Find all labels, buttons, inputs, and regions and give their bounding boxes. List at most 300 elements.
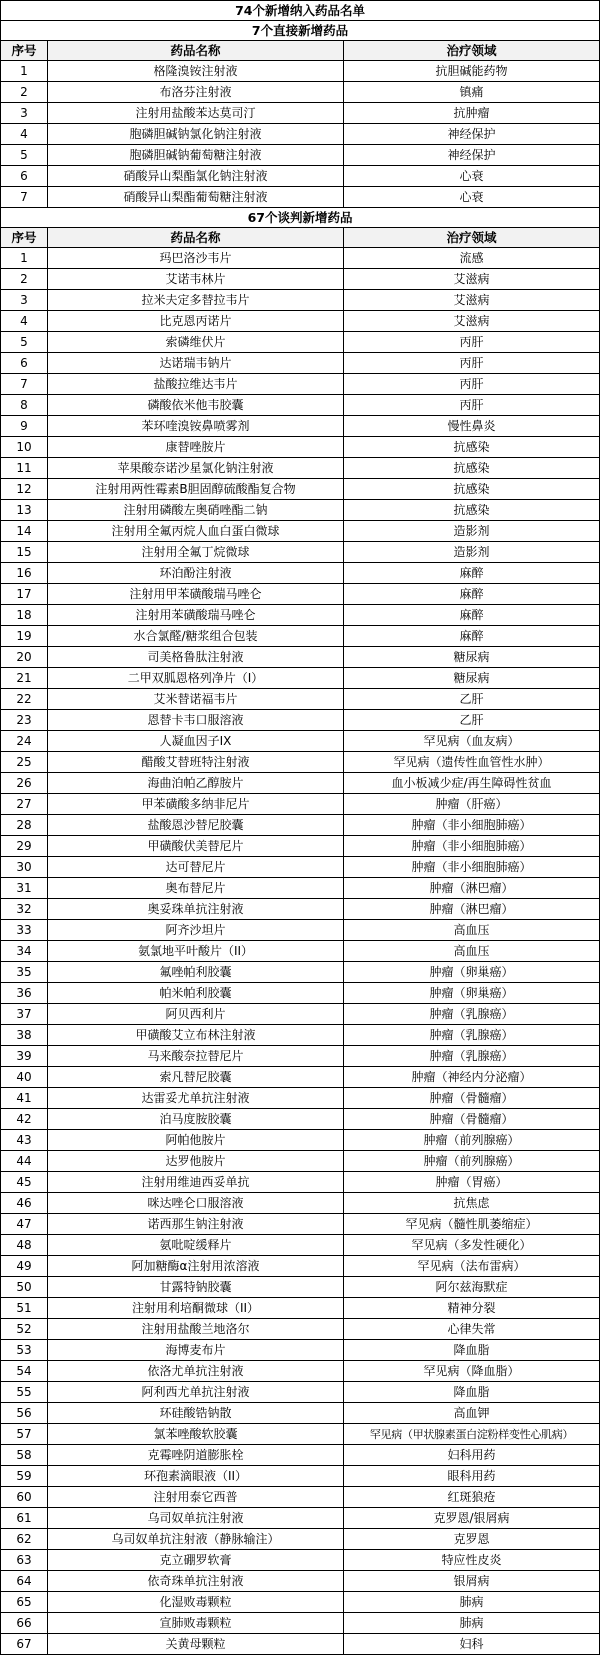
section2-heading-row	[1, 208, 600, 228]
row-number: 50	[1, 1277, 48, 1298]
therapeutic-area: 红斑狼疮	[344, 1487, 600, 1508]
table-title: 74个新增纳入药品名单	[1, 1, 600, 21]
row-number: 21	[1, 668, 48, 689]
table-row	[1, 605, 600, 626]
therapeutic-area: 镇痛	[344, 82, 600, 103]
row-number: 67	[1, 1634, 48, 1655]
row-number: 3	[1, 290, 48, 311]
therapeutic-area: 肿瘤（胃癌）	[344, 1172, 600, 1193]
row-number: 45	[1, 1172, 48, 1193]
table-row	[1, 752, 600, 773]
section2-heading: 67个谈判新增药品	[1, 208, 600, 228]
row-number: 41	[1, 1088, 48, 1109]
drug-name: 格隆溴铵注射液	[48, 61, 344, 82]
row-number: 34	[1, 941, 48, 962]
therapeutic-area: 妇科用药	[344, 1445, 600, 1466]
table-row	[1, 1340, 600, 1361]
drug-name: 硝酸异山梨酯葡萄糖注射液	[48, 187, 344, 208]
row-number: 5	[1, 145, 48, 166]
therapeutic-area: 罕见病（髓性肌萎缩症）	[344, 1214, 600, 1235]
column-header-number: 序号	[1, 228, 48, 248]
row-number: 17	[1, 584, 48, 605]
row-number: 35	[1, 962, 48, 983]
therapeutic-area: 特应性皮炎	[344, 1550, 600, 1571]
drug-name: 达雷妥尤单抗注射液	[48, 1088, 344, 1109]
table-row	[1, 1361, 600, 1382]
drug-name: 马来酸奈拉替尼片	[48, 1046, 344, 1067]
row-number: 63	[1, 1550, 48, 1571]
table-row	[1, 899, 600, 920]
row-number: 52	[1, 1319, 48, 1340]
row-number: 51	[1, 1298, 48, 1319]
row-number: 7	[1, 374, 48, 395]
drug-name: 注射用维迪西妥单抗	[48, 1172, 344, 1193]
drug-name: 克霉唑阴道膨胀栓	[48, 1445, 344, 1466]
drug-name: 咪达唑仑口服溶液	[48, 1193, 344, 1214]
row-number: 47	[1, 1214, 48, 1235]
drug-name: 阿帕他胺片	[48, 1130, 344, 1151]
therapeutic-area: 流感	[344, 248, 600, 269]
table-row	[1, 458, 600, 479]
table-row	[1, 794, 600, 815]
table-row	[1, 124, 600, 145]
row-number: 36	[1, 983, 48, 1004]
table-row	[1, 563, 600, 584]
therapeutic-area: 罕见病（血友病）	[344, 731, 600, 752]
row-number: 57	[1, 1424, 48, 1445]
drug-name: 达可替尼片	[48, 857, 344, 878]
therapeutic-area: 艾滋病	[344, 311, 600, 332]
drug-name: 磷酸依米他韦胶囊	[48, 395, 344, 416]
drug-name: 环泊酚注射液	[48, 563, 344, 584]
table-row	[1, 983, 600, 1004]
therapeutic-area: 肿瘤（神经内分泌瘤）	[344, 1067, 600, 1088]
table-row	[1, 1004, 600, 1025]
table-row	[1, 311, 600, 332]
drug-name: 康替唑胺片	[48, 437, 344, 458]
table-row	[1, 962, 600, 983]
table-row	[1, 145, 600, 166]
table-row	[1, 479, 600, 500]
drug-name: 氯苯唑酸软胶囊	[48, 1424, 344, 1445]
therapeutic-area: 罕见病（法布雷病）	[344, 1256, 600, 1277]
therapeutic-area: 抗感染	[344, 479, 600, 500]
row-number: 2	[1, 82, 48, 103]
table-row	[1, 920, 600, 941]
table-row	[1, 1382, 600, 1403]
table-row	[1, 166, 600, 187]
drug-name: 甘露特钠胶囊	[48, 1277, 344, 1298]
table-row	[1, 353, 600, 374]
row-number: 58	[1, 1445, 48, 1466]
table-row	[1, 500, 600, 521]
therapeutic-area: 降血脂	[344, 1382, 600, 1403]
drug-name: 注射用盐酸苯达莫司汀	[48, 103, 344, 124]
row-number: 28	[1, 815, 48, 836]
table-row	[1, 1088, 600, 1109]
therapeutic-area: 克罗恩	[344, 1529, 600, 1550]
therapeutic-area: 罕见病（降血脂）	[344, 1361, 600, 1382]
drug-name: 人凝血因子IX	[48, 731, 344, 752]
table-row	[1, 1487, 600, 1508]
table-row	[1, 437, 600, 458]
row-number: 54	[1, 1361, 48, 1382]
table-row	[1, 1613, 600, 1634]
therapeutic-area: 慢性鼻炎	[344, 416, 600, 437]
drug-name: 氨氯地平叶酸片（II）	[48, 941, 344, 962]
table-row	[1, 836, 600, 857]
therapeutic-area: 高血钾	[344, 1403, 600, 1424]
drug-name: 乌司奴单抗注射液	[48, 1508, 344, 1529]
table-row	[1, 878, 600, 899]
therapeutic-area: 抗焦虑	[344, 1193, 600, 1214]
table-row	[1, 1214, 600, 1235]
drug-name: 海博麦布片	[48, 1340, 344, 1361]
therapeutic-area: 麻醉	[344, 626, 600, 647]
drug-name: 恩替卡韦口服溶液	[48, 710, 344, 731]
row-number: 20	[1, 647, 48, 668]
drug-name: 司美格鲁肽注射液	[48, 647, 344, 668]
row-number: 13	[1, 500, 48, 521]
therapeutic-area: 麻醉	[344, 584, 600, 605]
table-row	[1, 584, 600, 605]
drug-name: 海曲泊帕乙醇胺片	[48, 773, 344, 794]
table-row	[1, 1151, 600, 1172]
drug-name: 注射用盐酸兰地洛尔	[48, 1319, 344, 1340]
drug-name: 阿齐沙坦片	[48, 920, 344, 941]
row-number: 38	[1, 1025, 48, 1046]
table-row	[1, 269, 600, 290]
column-header-drug-name: 药品名称	[48, 41, 344, 61]
table-row	[1, 941, 600, 962]
table-row	[1, 731, 600, 752]
therapeutic-area: 肿瘤（前列腺癌）	[344, 1151, 600, 1172]
row-number: 56	[1, 1403, 48, 1424]
section1-heading: 7个直接新增药品	[1, 21, 600, 41]
drug-name: 胞磷胆碱钠葡萄糖注射液	[48, 145, 344, 166]
row-number: 37	[1, 1004, 48, 1025]
therapeutic-area: 丙肝	[344, 332, 600, 353]
therapeutic-area: 血小板减少症/再生障碍性贫血	[344, 773, 600, 794]
therapeutic-area: 抗肿瘤	[344, 103, 600, 124]
therapeutic-area: 肿瘤（卵巢癌）	[344, 983, 600, 1004]
section1-header-row	[1, 41, 600, 61]
therapeutic-area: 高血压	[344, 941, 600, 962]
therapeutic-area: 肿瘤（骨髓瘤）	[344, 1088, 600, 1109]
table-row	[1, 1592, 600, 1613]
table-row	[1, 1172, 600, 1193]
row-number: 32	[1, 899, 48, 920]
table-row	[1, 103, 600, 124]
drug-name: 注射用两性霉素B胆固醇硫酸酯复合物	[48, 479, 344, 500]
therapeutic-area: 神经保护	[344, 124, 600, 145]
therapeutic-area: 心衰	[344, 187, 600, 208]
therapeutic-area: 肿瘤（乳腺癌）	[344, 1004, 600, 1025]
therapeutic-area: 高血压	[344, 920, 600, 941]
row-number: 6	[1, 353, 48, 374]
therapeutic-area: 抗感染	[344, 458, 600, 479]
row-number: 16	[1, 563, 48, 584]
therapeutic-area: 乙肝	[344, 689, 600, 710]
row-number: 31	[1, 878, 48, 899]
row-number: 61	[1, 1508, 48, 1529]
therapeutic-area: 造影剂	[344, 542, 600, 563]
drug-name: 玛巴洛沙韦片	[48, 248, 344, 269]
row-number: 64	[1, 1571, 48, 1592]
table-row	[1, 1529, 600, 1550]
table-row	[1, 1634, 600, 1655]
drug-name: 布洛芬注射液	[48, 82, 344, 103]
table-row	[1, 1445, 600, 1466]
drug-name: 注射用利培酮微球（II）	[48, 1298, 344, 1319]
drug-name: 帕米帕利胶囊	[48, 983, 344, 1004]
row-number: 42	[1, 1109, 48, 1130]
row-number: 66	[1, 1613, 48, 1634]
therapeutic-area: 心律失常	[344, 1319, 600, 1340]
row-number: 22	[1, 689, 48, 710]
therapeutic-area: 麻醉	[344, 563, 600, 584]
table-row	[1, 61, 600, 82]
row-number: 2	[1, 269, 48, 290]
therapeutic-area: 糖尿病	[344, 647, 600, 668]
table-row	[1, 187, 600, 208]
drug-name: 关黄母颗粒	[48, 1634, 344, 1655]
row-number: 6	[1, 166, 48, 187]
therapeutic-area: 乙肝	[344, 710, 600, 731]
drug-name: 注射用磷酸左奥硝唑酯二钠	[48, 500, 344, 521]
row-number: 65	[1, 1592, 48, 1613]
row-number: 4	[1, 311, 48, 332]
table-row	[1, 332, 600, 353]
table-row	[1, 1298, 600, 1319]
therapeutic-area: 肿瘤（卵巢癌）	[344, 962, 600, 983]
table-row	[1, 1550, 600, 1571]
drug-name: 甲磺酸伏美替尼片	[48, 836, 344, 857]
drug-name: 拉米夫定多替拉韦片	[48, 290, 344, 311]
table-row	[1, 689, 600, 710]
therapeutic-area: 降血脂	[344, 1340, 600, 1361]
row-number: 1	[1, 248, 48, 269]
therapeutic-area: 糖尿病	[344, 668, 600, 689]
row-number: 62	[1, 1529, 48, 1550]
section1-heading-row	[1, 21, 600, 41]
table-row	[1, 416, 600, 437]
table-title-row	[1, 1, 600, 21]
row-number: 55	[1, 1382, 48, 1403]
drug-name: 泊马度胺胶囊	[48, 1109, 344, 1130]
table-row	[1, 1109, 600, 1130]
drug-name: 依洛尤单抗注射液	[48, 1361, 344, 1382]
drug-name: 胞磷胆碱钠氯化钠注射液	[48, 124, 344, 145]
drug-name: 盐酸恩沙替尼胶囊	[48, 815, 344, 836]
table-row	[1, 773, 600, 794]
therapeutic-area: 抗胆碱能药物	[344, 61, 600, 82]
table-row	[1, 1235, 600, 1256]
table-row	[1, 82, 600, 103]
drug-name: 注射用苯磺酸瑞马唑仑	[48, 605, 344, 626]
drug-name: 氨吡啶缓释片	[48, 1235, 344, 1256]
therapeutic-area: 银屑病	[344, 1571, 600, 1592]
therapeutic-area: 肿瘤（肝癌）	[344, 794, 600, 815]
therapeutic-area: 丙肝	[344, 353, 600, 374]
row-number: 53	[1, 1340, 48, 1361]
drug-name: 索凡替尼胶囊	[48, 1067, 344, 1088]
row-number: 10	[1, 437, 48, 458]
drug-name: 环孢素滴眼液（II）	[48, 1466, 344, 1487]
therapeutic-area: 丙肝	[344, 395, 600, 416]
drug-name: 达罗他胺片	[48, 1151, 344, 1172]
row-number: 24	[1, 731, 48, 752]
column-header-number: 序号	[1, 41, 48, 61]
table-row	[1, 542, 600, 563]
drug-name: 环硅酸锆钠散	[48, 1403, 344, 1424]
therapeutic-area: 神经保护	[344, 145, 600, 166]
drug-name: 氟唑帕利胶囊	[48, 962, 344, 983]
drug-name: 达诺瑞韦钠片	[48, 353, 344, 374]
table-row	[1, 1466, 600, 1487]
row-number: 30	[1, 857, 48, 878]
drug-name: 比克恩丙诺片	[48, 311, 344, 332]
row-number: 15	[1, 542, 48, 563]
drug-name: 硝酸异山梨酯氯化钠注射液	[48, 166, 344, 187]
table-row	[1, 395, 600, 416]
column-header-therapeutic-area: 治疗领域	[344, 41, 600, 61]
drug-name: 苹果酸奈诺沙星氯化钠注射液	[48, 458, 344, 479]
row-number: 12	[1, 479, 48, 500]
table-row	[1, 1319, 600, 1340]
row-number: 18	[1, 605, 48, 626]
row-number: 59	[1, 1466, 48, 1487]
drug-name: 化湿败毒颗粒	[48, 1592, 344, 1613]
therapeutic-area: 克罗恩/银屑病	[344, 1508, 600, 1529]
drug-name: 索磷维伏片	[48, 332, 344, 353]
drug-name: 克立硼罗软膏	[48, 1550, 344, 1571]
table-row	[1, 647, 600, 668]
therapeutic-area: 肺病	[344, 1613, 600, 1634]
row-number: 33	[1, 920, 48, 941]
therapeutic-area: 肿瘤（骨髓瘤）	[344, 1109, 600, 1130]
table-row	[1, 1193, 600, 1214]
drug-name: 盐酸拉维达韦片	[48, 374, 344, 395]
table-row	[1, 248, 600, 269]
row-number: 3	[1, 103, 48, 124]
table-row	[1, 815, 600, 836]
therapeutic-area: 肿瘤（淋巴瘤）	[344, 878, 600, 899]
section2-header-row	[1, 228, 600, 248]
therapeutic-area: 罕见病（遗传性血管性水肿）	[344, 752, 600, 773]
column-header-therapeutic-area: 治疗领域	[344, 228, 600, 248]
table-row	[1, 1571, 600, 1592]
row-number: 23	[1, 710, 48, 731]
therapeutic-area: 麻醉	[344, 605, 600, 626]
therapeutic-area: 肿瘤（非小细胞肺癌）	[344, 815, 600, 836]
drug-name: 艾诺韦林片	[48, 269, 344, 290]
row-number: 44	[1, 1151, 48, 1172]
therapeutic-area: 肺病	[344, 1592, 600, 1613]
table-row	[1, 710, 600, 731]
table-row	[1, 857, 600, 878]
table-row	[1, 1025, 600, 1046]
row-number: 4	[1, 124, 48, 145]
table-row	[1, 374, 600, 395]
row-number: 9	[1, 416, 48, 437]
therapeutic-area: 丙肝	[344, 374, 600, 395]
row-number: 5	[1, 332, 48, 353]
drug-name: 醋酸艾替班特注射液	[48, 752, 344, 773]
row-number: 27	[1, 794, 48, 815]
therapeutic-area: 艾滋病	[344, 269, 600, 290]
row-number: 60	[1, 1487, 48, 1508]
row-number: 7	[1, 187, 48, 208]
drug-name: 苯环喹溴铵鼻喷雾剂	[48, 416, 344, 437]
therapeutic-area: 肿瘤（非小细胞肺癌）	[344, 857, 600, 878]
table-row	[1, 1046, 600, 1067]
therapeutic-area: 罕见病（甲状腺素蛋白淀粉样变性心肌病）	[344, 1424, 600, 1445]
row-number: 48	[1, 1235, 48, 1256]
table-row	[1, 290, 600, 311]
therapeutic-area: 心衰	[344, 166, 600, 187]
drug-name: 阿贝西利片	[48, 1004, 344, 1025]
drug-name: 注射用全氟丁烷微球	[48, 542, 344, 563]
drug-name: 水合氯醛/糖浆组合包装	[48, 626, 344, 647]
drug-name: 艾米替诺福韦片	[48, 689, 344, 710]
therapeutic-area: 眼科用药	[344, 1466, 600, 1487]
drug-name: 注射用甲苯磺酸瑞马唑仑	[48, 584, 344, 605]
row-number: 46	[1, 1193, 48, 1214]
table-row	[1, 1277, 600, 1298]
row-number: 14	[1, 521, 48, 542]
row-number: 40	[1, 1067, 48, 1088]
drug-name: 注射用全氟丙烷人血白蛋白微球	[48, 521, 344, 542]
drug-name: 依奇珠单抗注射液	[48, 1571, 344, 1592]
table-row	[1, 1256, 600, 1277]
row-number: 11	[1, 458, 48, 479]
row-number: 49	[1, 1256, 48, 1277]
row-number: 43	[1, 1130, 48, 1151]
table-row	[1, 521, 600, 542]
table-row	[1, 1424, 600, 1445]
drug-name: 阿加糖酶α注射用浓溶液	[48, 1256, 344, 1277]
row-number: 8	[1, 395, 48, 416]
row-number: 39	[1, 1046, 48, 1067]
row-number: 1	[1, 61, 48, 82]
drug-name: 注射用泰它西普	[48, 1487, 344, 1508]
table-row	[1, 668, 600, 689]
table-row	[1, 1130, 600, 1151]
therapeutic-area: 抗感染	[344, 500, 600, 521]
therapeutic-area: 抗感染	[344, 437, 600, 458]
therapeutic-area: 肿瘤（淋巴瘤）	[344, 899, 600, 920]
drug-name: 甲苯磺酸多纳非尼片	[48, 794, 344, 815]
row-number: 26	[1, 773, 48, 794]
drug-name: 奥妥珠单抗注射液	[48, 899, 344, 920]
table-row	[1, 1508, 600, 1529]
drug-name: 宣肺败毒颗粒	[48, 1613, 344, 1634]
therapeutic-area: 肿瘤（前列腺癌）	[344, 1130, 600, 1151]
drug-name: 乌司奴单抗注射液（静脉输注）	[48, 1529, 344, 1550]
therapeutic-area: 艾滋病	[344, 290, 600, 311]
therapeutic-area: 罕见病（多发性硬化）	[344, 1235, 600, 1256]
column-header-drug-name: 药品名称	[48, 228, 344, 248]
drug-name: 阿利西尤单抗注射液	[48, 1382, 344, 1403]
therapeutic-area: 造影剂	[344, 521, 600, 542]
therapeutic-area: 妇科	[344, 1634, 600, 1655]
table-row	[1, 626, 600, 647]
drug-name: 二甲双胍恩格列净片（I）	[48, 668, 344, 689]
row-number: 29	[1, 836, 48, 857]
therapeutic-area: 精神分裂	[344, 1298, 600, 1319]
table-row	[1, 1403, 600, 1424]
